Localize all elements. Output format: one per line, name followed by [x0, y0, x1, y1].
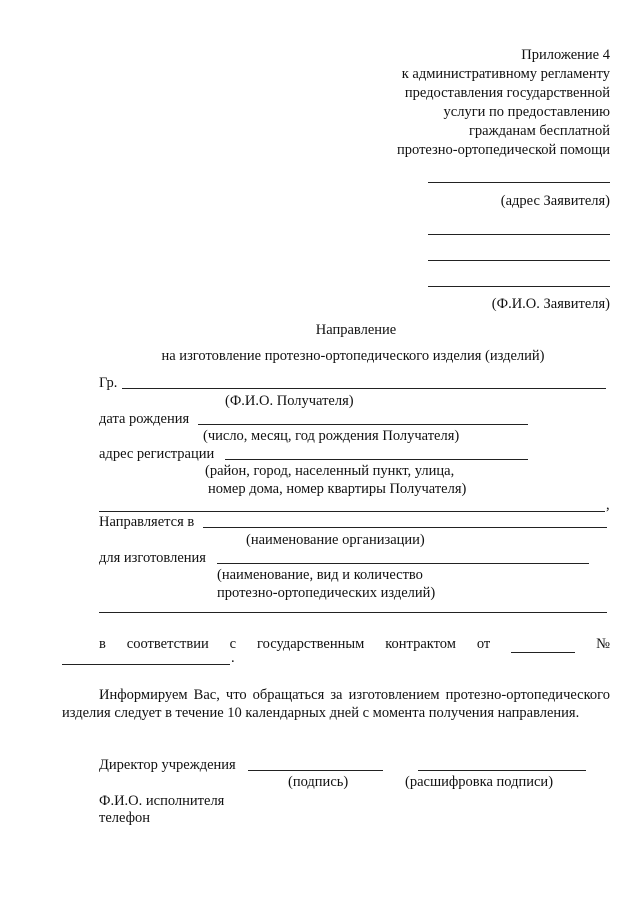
header-line: к административному регламенту [401, 66, 610, 82]
contract-word: от [476, 636, 491, 652]
contract-word: в [99, 636, 106, 652]
executor-label: Ф.И.О. исполнителя [99, 793, 225, 809]
sign-caption: (подпись) [288, 774, 349, 790]
header-line: Приложение 4 [521, 47, 610, 63]
header-line: гражданам бесплатной [468, 123, 610, 139]
applicant-name-line-1[interactable] [428, 234, 610, 235]
reg-address-line-2[interactable] [99, 511, 605, 512]
reg-caption-1: (район, город, населенный пункт, улица, [205, 463, 455, 479]
contract-line [99, 636, 610, 653]
signature-line[interactable] [248, 770, 383, 771]
birth-date-line[interactable] [198, 424, 528, 425]
organization-line[interactable] [203, 527, 607, 528]
items-caption-1: (наименование, вид и количество [217, 567, 423, 583]
director-label: Директор учреждения [99, 757, 236, 773]
contract-word: соответствии [126, 636, 209, 652]
reg-caption-2: номер дома, номер квартиры Получателя) [208, 481, 467, 497]
make-label: для изготовления [99, 550, 206, 566]
contract-number-line[interactable] [62, 664, 230, 665]
phone-label: телефон [99, 810, 151, 826]
applicant-address-line[interactable] [428, 182, 610, 183]
recipient-caption: (Ф.И.О. Получателя) [225, 393, 354, 409]
applicant-name-line-2[interactable] [428, 260, 610, 261]
info-paragraph [62, 686, 610, 722]
contract-word: государственным [257, 636, 365, 652]
contract-date-field[interactable] [511, 638, 575, 653]
contract-number-sign: № [596, 636, 610, 652]
applicant-name-line-3[interactable] [428, 286, 610, 287]
info-text: Информируем Вас, что обращаться за изготовлением протезно-ортопедического изделия следует в течение 10 календарных дней с момента получения направления. [62, 687, 610, 721]
document-subtitle: на изготовление протезно-ортопедического изделия (изделий) [161, 348, 545, 364]
contract-word: с [229, 636, 237, 652]
birth-label: дата рождения [99, 411, 190, 427]
reg-comma: , [606, 497, 610, 513]
document-title: Направление [315, 322, 397, 338]
reg-label: адрес регистрации [99, 446, 215, 462]
appendix-header [397, 46, 610, 160]
items-caption-2: протезно-ортопедических изделий) [217, 585, 436, 601]
applicant-name-caption: (Ф.И.О. Заявителя) [491, 296, 610, 312]
organization-caption: (наименование организации) [246, 532, 425, 548]
contract-period: . [231, 650, 235, 666]
sent-label: Направляется в [99, 514, 195, 530]
header-line: предоставления государственной [404, 85, 610, 101]
header-line: протезно-ортопедической помощи [397, 142, 610, 158]
gr-label: Гр. [99, 375, 118, 391]
header-line: услуги по предоставлению [443, 104, 610, 120]
decode-line[interactable] [418, 770, 586, 771]
items-line-2[interactable] [99, 612, 607, 613]
birth-caption: (число, месяц, год рождения Получателя) [203, 428, 460, 444]
recipient-name-line[interactable] [122, 388, 606, 389]
items-line[interactable] [217, 563, 589, 564]
contract-word: контрактом [385, 636, 456, 652]
applicant-address-caption: (адрес Заявителя) [500, 193, 610, 209]
reg-address-line[interactable] [225, 459, 528, 460]
decode-caption: (расшифровка подписи) [405, 774, 554, 790]
